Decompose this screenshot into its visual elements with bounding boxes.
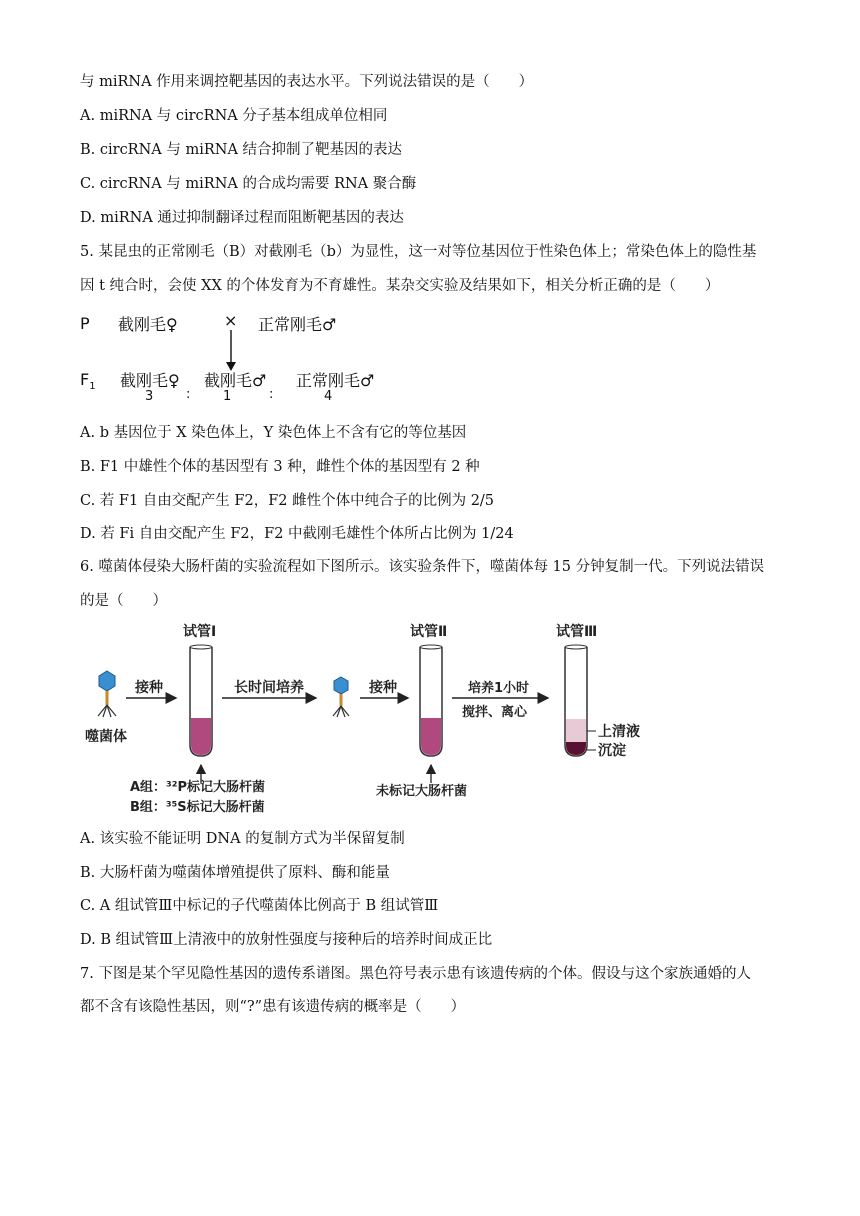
q6-option-a: A. 该实验不能证明 DNA 的复制方式为半保留复制 xyxy=(80,831,405,847)
tube-1 xyxy=(190,645,212,756)
q6-stem-line2: 的是（ ） xyxy=(80,593,167,609)
f1-type-truncated-male: 截刚毛♂ xyxy=(204,371,267,390)
q4-option-a: A. miRNA 与 circRNA 分子基本组成单位相同 xyxy=(80,108,388,124)
cross-symbol: × xyxy=(224,311,238,330)
arrow1-label: 接种 xyxy=(135,680,163,696)
q6-stem-line1: 6. 噬菌体侵染大肠杆菌的实验流程如下图所示。该实验条件下，噬菌体每 15 分钟复制一代。下列说法错误 xyxy=(80,559,765,575)
arrow2-label: 长时间培养 xyxy=(234,680,304,696)
ratio-value: 3 xyxy=(145,389,154,404)
q7-stem-line2: 都不含有该隐性基因，则“?”患有该遗传病的概率是（ ） xyxy=(80,999,466,1015)
f1-type-normal-male: 正常刚毛♂ xyxy=(296,371,375,390)
tube1-label: 试管Ⅰ xyxy=(183,624,217,640)
ratio-value: 1 xyxy=(223,389,232,404)
precipitate-label: 沉淀 xyxy=(598,743,626,759)
q4-option-b: B. circRNA 与 miRNA 结合抑制了靶基因的表达 xyxy=(80,142,403,158)
phage-icon xyxy=(333,677,349,717)
group-b-label: B组：³⁵S标记大肠杆菌 xyxy=(130,800,265,815)
q4-option-c: C. circRNA 与 miRNA 的合成均需要 RNA 聚合酶 xyxy=(80,176,417,192)
ratio-value: 4 xyxy=(324,389,333,404)
tube3-label: 试管Ⅲ xyxy=(556,624,598,640)
arrow4-label-top: 培养1小时 xyxy=(468,681,530,696)
q5-stem-line1: 5. 某昆虫的正常刚毛（B）对截刚毛（b）为显性，这一对等位基因位于性染色体上；常染色体上的隐性基 xyxy=(80,244,757,260)
q5-option-d: D. 若 Fi 自由交配产生 F2，F2 中截刚毛雄性个体所占比例为 1/24 xyxy=(80,526,514,542)
arrow4-label-bottom: 搅拌、离心 xyxy=(462,705,528,720)
ratio-separator: : xyxy=(186,387,191,402)
unlabeled-label: 未标记大肠杆菌 xyxy=(376,784,468,799)
cross-f1-label: $F_1$ xyxy=(80,370,96,393)
q5-option-b: B. F1 中雄性个体的基因型有 3 种，雌性个体的基因型有 2 种 xyxy=(80,459,480,475)
q5-option-c: C. 若 F1 自由交配产生 F2，F2 雌性个体中纯合子的比例为 2/5 xyxy=(80,493,495,509)
cross-p-female: 截刚毛♀ xyxy=(118,315,178,334)
supernatant-label: 上清液 xyxy=(598,724,640,740)
q5-option-a: A. b 基因位于 X 染色体上，Y 染色体上不含有它的等位基因 xyxy=(80,425,467,441)
q6-option-c: C. A 组试管Ⅲ中标记的子代噬菌体比例高于 B 组试管Ⅲ xyxy=(80,898,439,914)
phage-label: 噬菌体 xyxy=(85,729,127,745)
tube2-label: 试管Ⅱ xyxy=(410,624,448,640)
f1-type-truncated-female: 截刚毛♀ xyxy=(120,371,180,390)
q5-stem-line2: 因 t 纯合时，会使 XX 的个体发育为不育雄性。某杂交实验及结果如下，相关分析正确的是（ ） xyxy=(80,278,720,294)
arrow3-label: 接种 xyxy=(369,680,397,696)
phage-icon xyxy=(98,671,116,717)
q6-option-b: B. 大肠杆菌为噬菌体增殖提供了原料、酶和能量 xyxy=(80,865,390,881)
cross-p-male: 正常刚毛♂ xyxy=(258,315,337,334)
tube-2 xyxy=(420,645,442,756)
q6-option-d: D. B 组试管Ⅲ上清液中的放射性强度与接种后的培养时间成正比 xyxy=(80,932,493,948)
cross-p-label: P xyxy=(80,314,90,333)
ratio-separator: : xyxy=(269,387,274,402)
q4-stem-tail: 与 miRNA 作用来调控靶基因的表达水平。下列说法错误的是（ ） xyxy=(80,74,534,90)
q4-option-d: D. miRNA 通过抑制翻译过程而阻断靶基因的表达 xyxy=(80,210,404,226)
tube-3 xyxy=(565,645,587,756)
q7-stem-line1: 7. 下图是某个罕见隐性基因的遗传系谱图。黑色符号表示患有该遗传病的个体。假设与这个家族通婚的人 xyxy=(80,966,751,982)
group-a-label: A组：³²P标记大肠杆菌 xyxy=(130,780,265,795)
